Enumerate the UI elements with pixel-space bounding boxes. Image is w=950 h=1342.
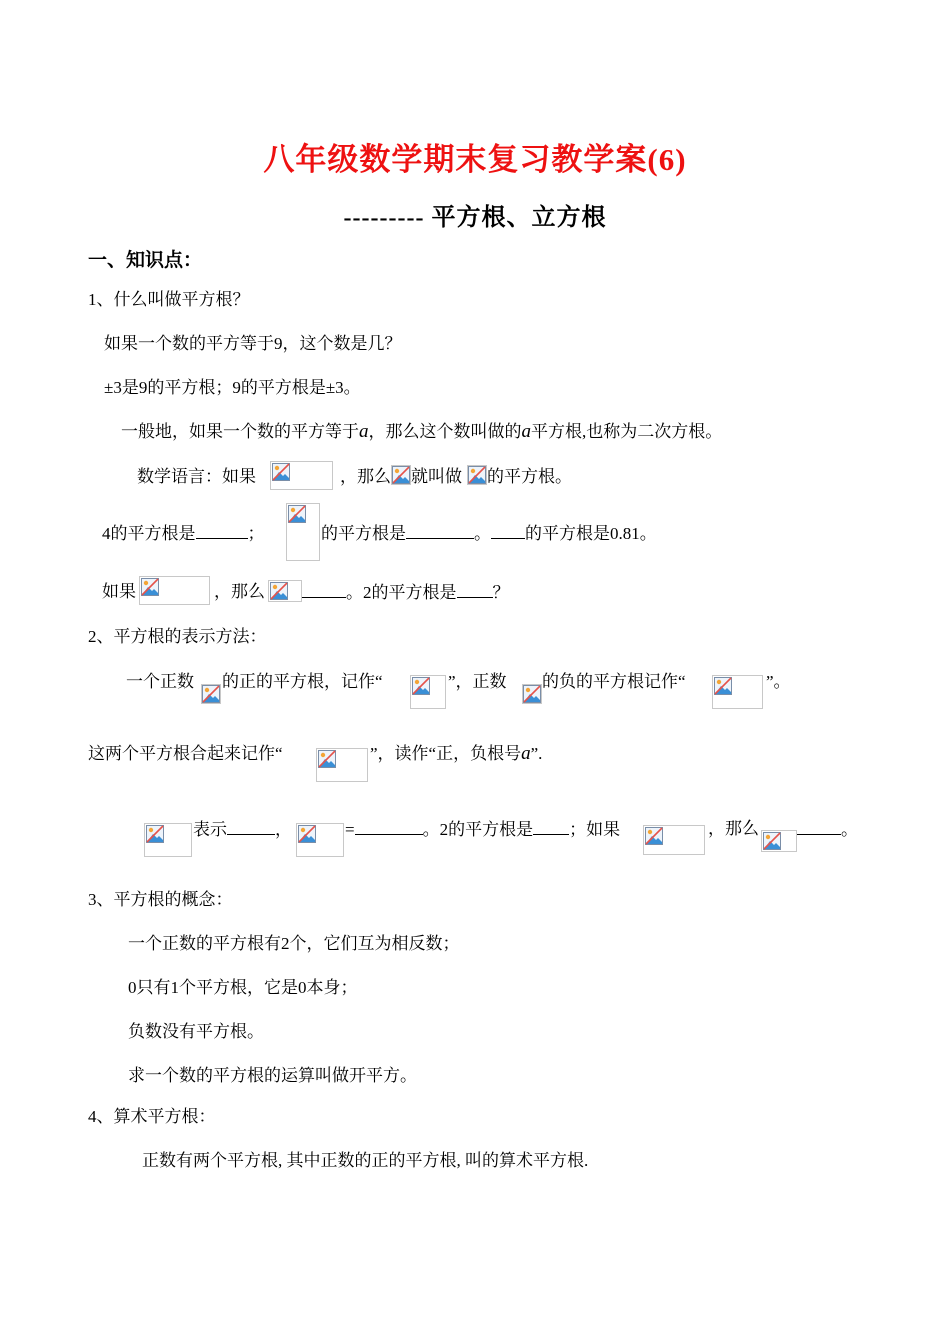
broken-image-icon <box>146 825 164 843</box>
formula-image <box>316 748 368 782</box>
s2-l3-b: = 。2的平方根是 ；如果 <box>345 817 620 842</box>
answer-blank[interactable] <box>491 521 525 539</box>
s4-definition: 正数有两个平方根, 其中正数的正的平方根, 叫的算术平方根. <box>142 1151 589 1170</box>
answer-blank[interactable] <box>196 521 248 539</box>
formula-image <box>410 675 446 709</box>
s1-answer: ±3是9的平方根；9的平方根是±3。 <box>104 378 361 397</box>
s3-concept-4: 求一个数的平方根的运算叫做开平方。 <box>128 1066 417 1085</box>
s2-l2-p1: 这两个平方根合起来记作“ <box>88 744 283 763</box>
s2-l3-d: 。 <box>797 817 858 842</box>
formula-image <box>201 684 221 704</box>
formula-image <box>286 503 320 561</box>
formula-image <box>296 823 344 857</box>
broken-image-icon <box>523 685 541 703</box>
formula-image <box>268 580 302 602</box>
s1-ex1: 4的平方根是 ； <box>102 521 265 546</box>
s1-ex2-b: 。2的平方根是 ？ <box>302 580 510 605</box>
formula-image <box>467 465 487 485</box>
s3-heading: 3、平方根的概念： <box>88 890 233 909</box>
s2-heading: 2、平方根的表示方法： <box>88 627 267 646</box>
s2-l1-p3: ”，正数 <box>448 672 507 691</box>
formula-image <box>391 465 411 485</box>
s2-l3-c: ，那么 <box>708 819 759 838</box>
broken-image-icon <box>288 505 306 523</box>
answer-blank[interactable] <box>227 817 275 835</box>
broken-image-icon <box>298 825 316 843</box>
broken-image-icon <box>272 463 290 481</box>
answer-blank[interactable] <box>302 580 346 598</box>
s2-l1-p2: 的正的平方根，记作“ <box>222 672 383 691</box>
s3-concept-1: 一个正数的平方根有2个，它们互为相反数； <box>128 934 460 953</box>
answer-blank[interactable] <box>797 817 841 835</box>
broken-image-icon <box>714 677 732 695</box>
broken-image-icon <box>468 466 486 484</box>
s1-lang-post: 的平方根。 <box>487 467 572 486</box>
s1-question: 如果一个数的平方等于9，这个数是几？ <box>104 334 402 353</box>
s1-lang-pre: 数学语言：如果 <box>137 467 256 486</box>
s4-heading: 4、算术平方根： <box>88 1107 216 1126</box>
variable-a: a <box>359 421 369 442</box>
s3-concept-3: 负数没有平方根。 <box>128 1022 264 1041</box>
s2-l3-a: 表示 ， <box>193 817 292 842</box>
s3-concept-2: 0只有1个平方根，它是0本身； <box>128 978 358 997</box>
s2-l1-p1: 一个正数 <box>126 672 194 691</box>
broken-image-icon <box>392 466 410 484</box>
answer-blank[interactable] <box>355 817 423 835</box>
s1-definition: 一般地，如果一个数的平方等于a，那么这个数叫做的a平方根,也称为二次方根。 <box>121 421 723 442</box>
broken-image-icon <box>141 578 159 596</box>
broken-image-icon <box>763 832 781 850</box>
s1-lang-mid1: ，那么 <box>340 467 391 486</box>
formula-image <box>712 675 763 709</box>
s1-ex2-pre: 如果 <box>102 582 136 601</box>
formula-image <box>522 684 542 704</box>
formula-image <box>270 461 333 490</box>
section-heading: 一、知识点： <box>88 250 203 271</box>
s2-l1-p5: ”。 <box>766 672 791 691</box>
formula-image <box>139 576 210 605</box>
broken-image-icon <box>645 827 663 845</box>
formula-image <box>643 825 705 855</box>
s1-ex1-b: 的平方根是 。 的平方根是0.81。 <box>321 521 657 546</box>
s2-l1-p4: 的负的平方根记作“ <box>542 672 686 691</box>
answer-blank[interactable] <box>406 521 474 539</box>
broken-image-icon <box>270 582 288 600</box>
page-subtitle: --------- 平方根、立方根 <box>343 205 607 231</box>
formula-image <box>144 823 192 857</box>
answer-blank[interactable] <box>533 817 569 835</box>
formula-image <box>761 830 797 852</box>
s1-ex2-mid: ，那么 <box>214 582 265 601</box>
s1-lang-mid2: 就叫做 <box>411 467 462 486</box>
variable-a: a <box>521 743 531 764</box>
broken-image-icon <box>318 750 336 768</box>
broken-image-icon <box>412 677 430 695</box>
s2-l2-p2: ”，读作“正，负根号a”. <box>370 743 543 764</box>
answer-blank[interactable] <box>457 580 493 598</box>
s1-heading: 1、什么叫做平方根？ <box>88 290 250 309</box>
broken-image-icon <box>202 685 220 703</box>
page-title: 八年级数学期末复习教学案(6) <box>263 142 687 177</box>
variable-a: a <box>521 421 531 442</box>
